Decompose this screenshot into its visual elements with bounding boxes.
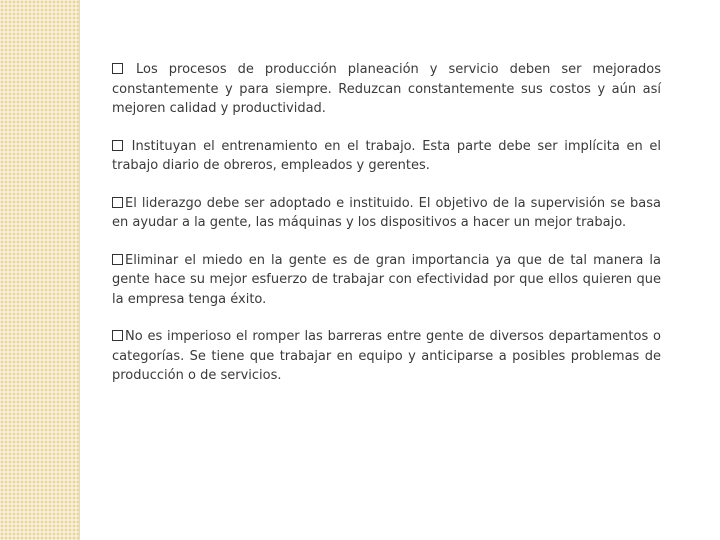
empty-square-bullet-icon — [112, 197, 123, 208]
empty-square-bullet-icon — [112, 63, 123, 74]
side-strip-divider — [79, 0, 80, 540]
slide-content — [112, 60, 661, 404]
paragraph-5 — [112, 327, 661, 386]
paragraph-1 — [112, 60, 661, 119]
paragraph-2 — [112, 137, 661, 176]
paragraph-4 — [112, 251, 661, 310]
paragraph-3-text: El liderazgo debe ser adoptado e instituido. El objetivo de la supervisión se basa en ayudar a la gente, las máquinas y los dispositivos a hacer un mejor trabajo. — [112, 195, 661, 230]
paragraph-4-text: Eliminar el miedo en la gente es de gran importancia ya que de tal manera la gente hace su mejor esfuerzo de trabajar con efectividad por que ellos quieren que la empresa tenga éxito. — [112, 252, 661, 307]
paragraph-3 — [112, 194, 661, 233]
paragraph-5-text: No es imperioso el romper las barreras entre gente de diversos departamentos o categorías. Se tiene que trabajar en equipo y anticiparse a posibles problemas de producción o de servicios. — [112, 329, 661, 383]
empty-square-bullet-icon — [112, 330, 123, 341]
empty-square-bullet-icon — [112, 254, 123, 265]
empty-square-bullet-icon — [112, 140, 123, 151]
paragraph-2-text: Instituyan el entrenamiento en el trabajo. Esta parte debe ser implícita en el trabajo diario de obreros, empleados y gerentes. — [112, 138, 661, 173]
paragraph-1-text: Los procesos de producción planeación y servicio deben ser mejorados constantemente y para siempre. Reduzcan constantemente sus costos y aún así mejoren calidad y productividad. — [112, 62, 661, 116]
decorative-side-strip — [0, 0, 79, 540]
